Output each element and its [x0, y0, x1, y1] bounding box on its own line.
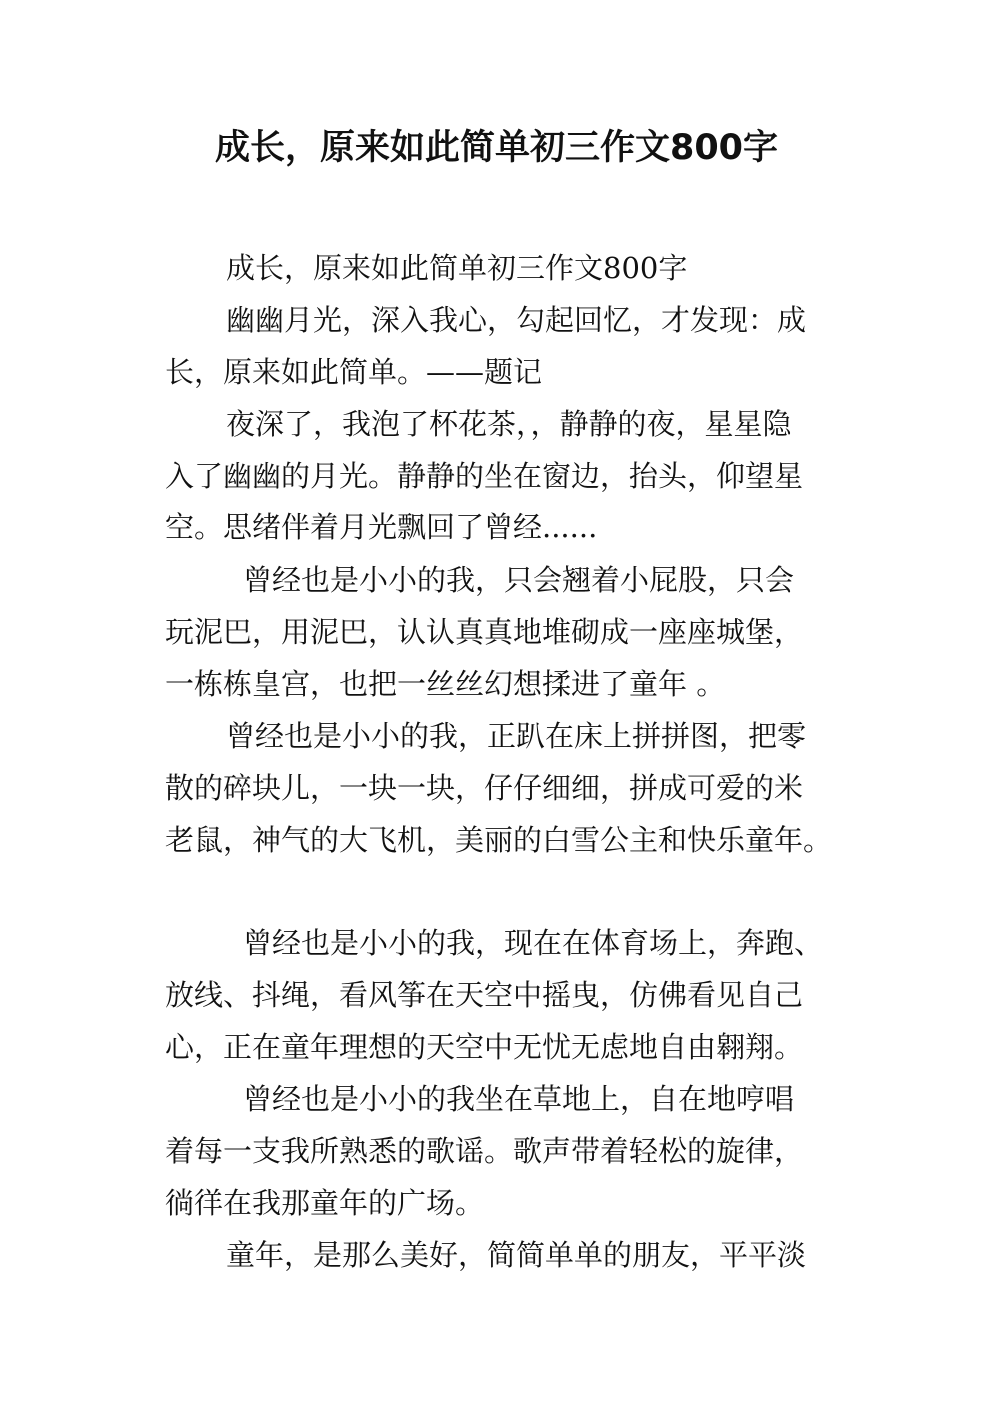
paragraph-line: 曾经也是小小的我，只会翘着小屁股，只会: [243, 563, 795, 597]
paragraph-line: 曾经也是小小的我，现在在体育场上，奔跑、: [243, 926, 824, 960]
subtitle-line: 成长，原来如此简单初三作文800字: [226, 251, 688, 285]
paragraph-line: 空。思绪伴着月光飘回了曾经......: [165, 510, 598, 544]
paragraph-line: 童年，是那么美好，简简单单的朋友，平平淡: [226, 1238, 807, 1272]
paragraph-line: 玩泥巴，用泥巴，认认真真地堆砌成一座座城堡，: [165, 615, 804, 649]
paragraph-line: 长，原来如此简单。——题记: [165, 355, 543, 389]
paragraph-line: 放线、抖绳，看风筝在天空中摇曳，仿佛看见自己: [165, 978, 804, 1012]
paragraph-line: 徜徉在我那童年的广场。: [165, 1186, 485, 1220]
paragraph-line: 着每一支我所熟悉的歌谣。歌声带着轻松的旋律，: [165, 1134, 804, 1168]
paragraph-line: 曾经也是小小的我，正趴在床上拼拼图，把零: [226, 719, 807, 753]
document-title: 成长，原来如此简单初三作文800字: [214, 128, 779, 168]
paragraph-line: 心，正在童年理想的天空中无忧无虑地自由翱翔。: [165, 1030, 804, 1064]
paragraph-line: 幽幽月光，深入我心，勾起回忆，才发现：成: [226, 303, 807, 337]
paragraph-line: 曾经也是小小的我坐在草地上，自在地哼唱: [243, 1082, 795, 1116]
paragraph-line: 散的碎块儿，一块一块，仔仔细细，拼成可爱的米: [165, 771, 804, 805]
paragraph-line: 夜深了，我泡了杯花茶，，静静的夜，星星隐: [226, 407, 792, 441]
paragraph-line: 老鼠，神气的大飞机，美丽的白雪公主和快乐童年。: [165, 823, 833, 857]
paragraph-line: 入了幽幽的月光。静静的坐在窗边，抬头，仰望星: [165, 459, 804, 493]
paragraph-line: 一栋栋皇宫，也把一丝丝幻想揉进了童年 。: [165, 667, 726, 701]
